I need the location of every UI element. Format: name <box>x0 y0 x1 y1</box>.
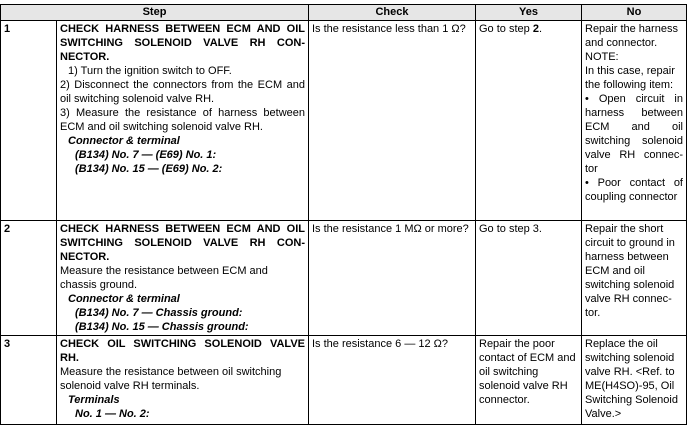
header-step: Step <box>1 5 309 21</box>
step-line: 1) Turn the ignition switch to OFF. <box>68 65 232 77</box>
no-cell: Replace the oil switching solenoid valve RH. <Ref. to ME(H4SO)-95, Oil Switching Solenoid Valve.> <box>582 336 687 425</box>
connector-terminal-label: Connector & terminal <box>68 293 180 305</box>
no-cell: Repair the short circuit to ground in harness between ECM and oil switching solenoid valve RH connec-tor. <box>582 221 687 336</box>
check-cell: Is the resistance 6 — 12 Ω? <box>309 336 476 425</box>
terminals-label: Terminals <box>68 394 120 406</box>
step-line: 3) Measure the resistance of harness between ECM and oil switching solenoid valve RH. <box>60 107 305 133</box>
step-title: CHECK OIL SWITCHING SOLENOID VALVE RH. <box>60 338 305 364</box>
bullet-item: • Poor contact of coupling connector <box>585 177 683 203</box>
step-title: CHECK HARNESS BETWEEN ECM AND OIL SWITCHING SOLENOID VALVE RH CON-NECTOR. <box>60 223 305 263</box>
connector-terminal-label: Connector & terminal <box>68 135 180 147</box>
note-text: In this case, repair the following item: <box>585 65 675 91</box>
check-cell: Is the resistance 1 MΩ or more? <box>309 221 476 336</box>
connector-terminal-item: (B134) No. 7 — (E69) No. 1: <box>75 149 217 161</box>
step-cell <box>57 21 309 221</box>
yes-cell: Repair the poor contact of ECM and oil switching solenoid valve RH connector. <box>476 336 582 425</box>
bullet-item: • Open circuit in harness between ECM and oil switching solenoid valve RH connec-tor <box>585 93 683 175</box>
header-row <box>1 5 687 21</box>
table-row <box>1 221 687 336</box>
yes-step-link[interactable]: 2 <box>532 23 539 35</box>
terminal-item: No. 1 — No. 2: <box>75 408 150 420</box>
diagnostic-table <box>0 4 687 425</box>
connector-terminal-item: (B134) No. 15 — Chassis ground: <box>75 321 249 333</box>
step-number: 3 <box>1 336 57 425</box>
step-number: 2 <box>1 221 57 336</box>
step-cell <box>57 336 309 425</box>
note-label: NOTE: <box>585 51 619 63</box>
check-cell: Is the resistance less than 1 Ω? <box>309 21 476 221</box>
step-line: Measure the resistance between ECM and chassis ground. <box>60 265 268 291</box>
step-number: 1 <box>1 21 57 221</box>
no-text: Repair the harness and connector. <box>585 23 678 49</box>
header-no: No <box>582 5 687 21</box>
step-line: Measure the resistance between oil switching solenoid valve RH terminals. <box>60 366 282 392</box>
no-cell <box>582 21 687 221</box>
yes-cell <box>476 21 582 221</box>
table-row <box>1 21 687 221</box>
header-check: Check <box>309 5 476 21</box>
connector-terminal-item: (B134) No. 15 — (E69) No. 2: <box>75 163 223 175</box>
yes-prefix: Go to step <box>479 23 533 35</box>
step-cell <box>57 221 309 336</box>
step-title: CHECK HARNESS BETWEEN ECM AND OIL SWITCHING SOLENOID VALVE RH CON-NECTOR. <box>60 23 305 63</box>
yes-cell: Go to step 3. <box>476 221 582 336</box>
header-yes: Yes <box>476 5 582 21</box>
yes-suffix: . <box>538 23 542 35</box>
table-row <box>1 336 687 425</box>
step-line: 2) Disconnect the connectors from the ECM and oil switching solenoid valve RH. <box>60 79 305 105</box>
connector-terminal-item: (B134) No. 7 — Chassis ground: <box>75 307 243 319</box>
